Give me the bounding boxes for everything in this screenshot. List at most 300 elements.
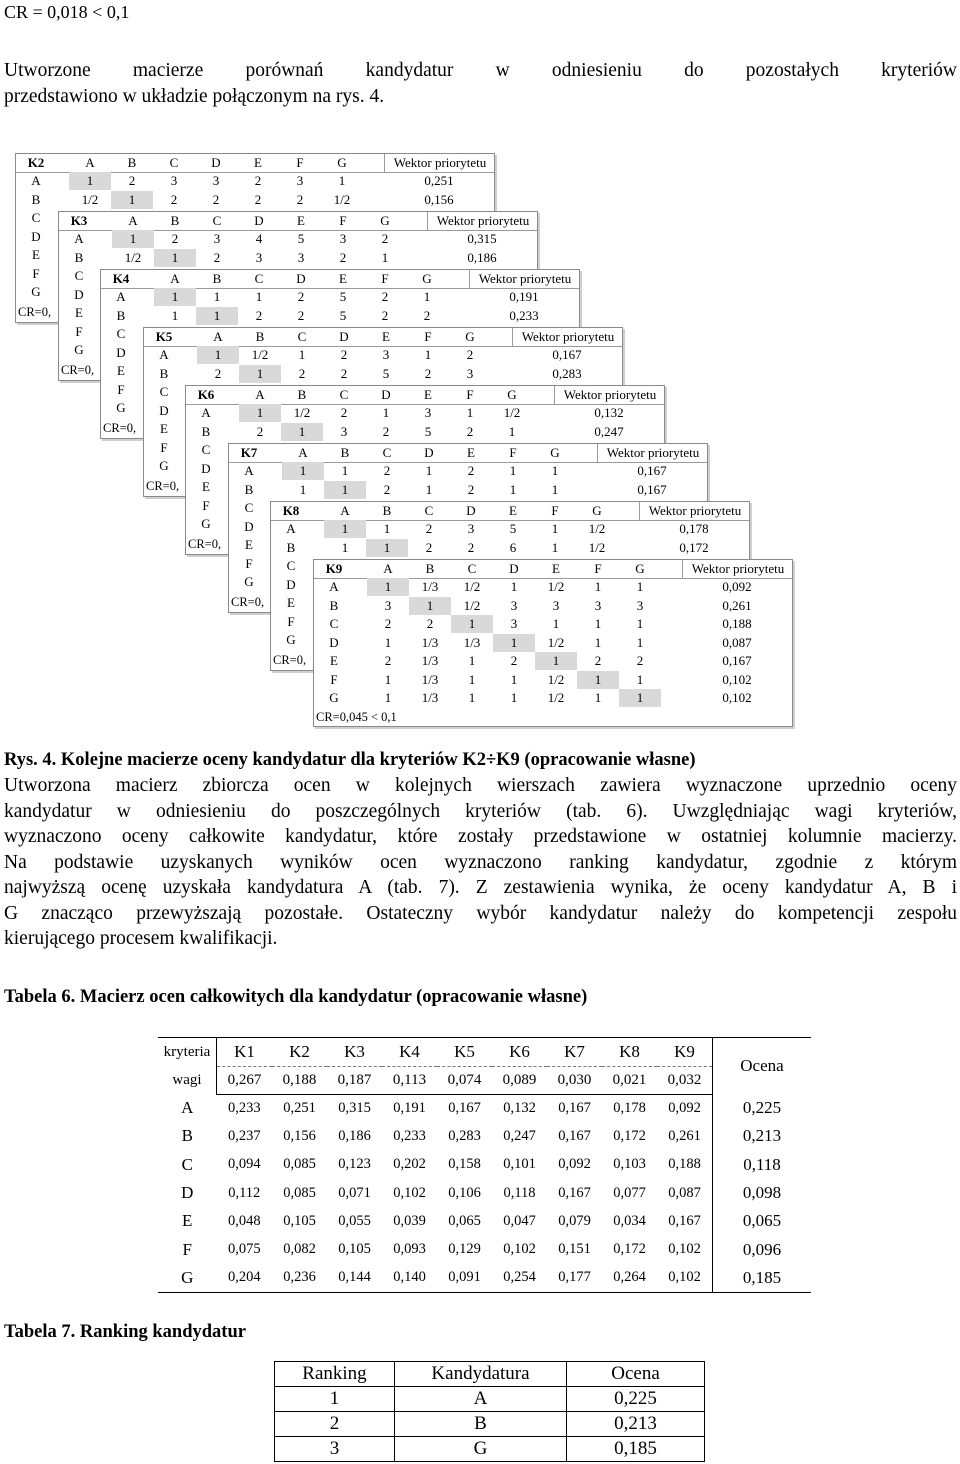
matrix-row: [271, 520, 749, 538]
matrix-vector-value: 0,191: [509, 289, 539, 304]
table6-criteria-row: [158, 1038, 811, 1067]
matrix-cell: 1: [154, 288, 196, 306]
matrix-row-label: E: [117, 363, 125, 378]
matrix-cell: 1: [636, 616, 644, 631]
table6-weight: 0,030: [547, 1066, 602, 1094]
table6-cell: 0,167: [558, 1099, 591, 1116]
matrix-vector-value: 0,167: [637, 481, 667, 497]
table6-cell: 0,077: [613, 1184, 646, 1201]
matrix-row: [314, 597, 792, 615]
matrix-cell: 3: [466, 365, 474, 381]
matrix-row-label: A: [244, 463, 254, 478]
matrix-cell: 2: [425, 539, 433, 555]
matrix-cr: CR=0,: [61, 362, 95, 377]
matrix-cell: 2: [425, 521, 433, 536]
matrix-col-header: F: [296, 155, 304, 170]
matrix-row-label: C: [159, 384, 169, 399]
matrix-label: K3: [70, 213, 88, 228]
table6-cell: 0,315: [338, 1099, 371, 1116]
table6-row: [158, 1122, 811, 1150]
matrix-row-label: E: [330, 653, 338, 668]
matrix-cell: 2: [296, 191, 304, 207]
matrix-col-header: A: [128, 213, 138, 228]
matrix-cell: 1/3: [421, 671, 439, 687]
table6-ocena-header: Ocena: [713, 1038, 812, 1095]
matrix-vector-value: 0,247: [594, 423, 624, 439]
table6-criterion: K6: [492, 1038, 547, 1067]
table6-cell: 0,092: [668, 1099, 701, 1116]
matrix-cell: 2: [383, 463, 391, 478]
matrix-cell: 2: [467, 463, 475, 478]
matrix-cell: 2: [384, 653, 392, 668]
table6-cell: 0,140: [382, 1264, 437, 1293]
matrix-label: K7: [240, 445, 258, 460]
body-line-3: wyznaczono oceny całkowite kandydatur, które zostały przedstawione w ostatniej kolumnie macierzy.: [4, 826, 957, 847]
matrix-col-header: D: [381, 387, 391, 402]
matrix-row: [314, 634, 792, 652]
matrix-cr: CR=0,045 < 0,1: [316, 709, 397, 724]
table6-cell: 0,283: [448, 1127, 481, 1144]
matrix-cell: 1/2: [293, 405, 311, 420]
matrix-col-header: B: [127, 155, 137, 170]
table6-cell: 0,204: [217, 1264, 273, 1293]
table6-cell: 0,167: [558, 1184, 591, 1201]
matrix-cell: 1: [171, 307, 179, 323]
table7-cell: G: [395, 1437, 567, 1462]
table6-cell: 0,172: [613, 1241, 646, 1258]
matrix-cell: 2: [212, 191, 220, 207]
table6-cell: 0,047: [503, 1212, 536, 1229]
matrix-cell: 1: [282, 462, 324, 480]
table6-cell: 0,079: [558, 1212, 591, 1229]
table7: [274, 1361, 705, 1462]
matrix-col-header: C: [297, 329, 307, 344]
matrix-cell: 3: [552, 597, 560, 613]
matrix-cell: 5: [339, 307, 347, 323]
matrix-col-header: G: [507, 387, 517, 402]
table6-cell: 0,034: [613, 1212, 646, 1229]
matrix-row-label: B: [31, 191, 41, 207]
matrix-cell: 1: [535, 652, 577, 670]
table6-row: [158, 1207, 811, 1235]
matrix-cell: 2: [297, 289, 305, 304]
matrix-cell: 3: [339, 231, 347, 246]
matrix-cell: 2: [636, 653, 644, 668]
matrix-cell: 3: [384, 597, 392, 613]
table6-criterion: K1: [217, 1038, 273, 1067]
matrix-label: K8: [282, 503, 300, 518]
matrix-cell: 1: [551, 521, 559, 536]
matrix-col-header: D: [509, 561, 519, 576]
matrix-cell: 1/2: [124, 249, 142, 265]
matrix-col-header: G: [635, 561, 645, 576]
matrix-row-label: G: [116, 400, 126, 415]
matrix-vector-value: 0,102: [722, 671, 752, 687]
matrix-cell: 1: [382, 405, 390, 420]
table6-cell: 0,233: [227, 1099, 261, 1116]
table7-cell: A: [395, 1387, 567, 1412]
table7-header-row: [275, 1362, 705, 1387]
table6-cell: 0,237: [227, 1127, 261, 1144]
table6-cell: 0,085: [283, 1184, 316, 1201]
table6-cell: 0,102: [393, 1184, 426, 1201]
table6-cell: 0,167: [668, 1212, 701, 1229]
matrix-cell: 1: [468, 653, 476, 668]
matrix-cell: 1: [384, 671, 392, 687]
table7-header-cell: Ranking: [275, 1362, 395, 1387]
matrix-cell: 1: [423, 289, 431, 304]
matrix-cell: 1/2: [588, 521, 606, 536]
matrix-cell: 2: [426, 616, 434, 631]
table6-weight: 0,267: [217, 1066, 273, 1094]
matrix-col-header: C: [254, 271, 264, 286]
table6-cell: 0,236: [272, 1264, 327, 1293]
matrix-row-label: B: [74, 249, 84, 265]
table6-cell: 0,188: [668, 1156, 701, 1173]
matrix-cell: 2: [384, 616, 392, 631]
matrix-row-label: C: [116, 326, 126, 341]
table6-cell: 0,102: [668, 1241, 701, 1258]
matrix-row-label: E: [32, 247, 40, 262]
matrix-cell: 3: [510, 597, 518, 613]
matrix-cell: 2: [213, 249, 221, 265]
matrix-row-label: D: [74, 286, 84, 302]
table7-cell: 0,225: [567, 1387, 705, 1412]
matrix-cr: CR=0,: [273, 652, 307, 667]
matrix-cell: 1: [636, 634, 644, 650]
matrix-cell: 2: [467, 539, 475, 555]
matrix-cell: 1: [508, 423, 516, 439]
matrix-row-label: C: [74, 268, 84, 283]
matrix-col-header: E: [509, 503, 517, 518]
table6-weight: 0,187: [327, 1066, 382, 1094]
table6-ocena-cell: 0,213: [713, 1122, 812, 1150]
table6-cell: 0,144: [327, 1264, 382, 1293]
matrix-col-header: F: [339, 213, 347, 228]
matrix-cell: 1: [197, 346, 239, 364]
matrix-row-label: D: [201, 460, 211, 476]
table6-cell: 0,071: [338, 1184, 371, 1201]
matrix-row-label: C: [329, 616, 339, 631]
table6-cell: 0,172: [613, 1127, 646, 1144]
matrix-row-label: G: [31, 284, 41, 299]
body-line-7: kierującego procesem kwalifikacji.: [4, 928, 278, 949]
matrix-cell: 2: [424, 365, 432, 381]
intro-line-2: przedstawiono w układzie połączonym na rys. 4.: [4, 85, 385, 107]
matrix-col-header: C: [382, 445, 392, 460]
matrix-col-header: F: [551, 503, 559, 518]
table6-row-label: F: [182, 1239, 192, 1259]
table6-criterion: K7: [547, 1038, 602, 1067]
matrix-row-label: G: [74, 342, 84, 357]
matrix-cell: 1: [281, 423, 323, 441]
matrix-cell: 5: [509, 521, 517, 536]
matrix-cell: 1: [468, 690, 476, 705]
table6-weight: 0,113: [382, 1066, 437, 1094]
table6-cell: 0,132: [503, 1099, 536, 1116]
matrix-cell: 1: [112, 230, 154, 248]
table6-ocena-cell: 0,225: [713, 1094, 812, 1122]
table6-cell: 0,102: [657, 1264, 713, 1293]
table7-header-cell: Ocena: [567, 1362, 705, 1387]
table7-caption: Tabela 7. Ranking kandydatur: [4, 1322, 246, 1342]
matrix-cell: 1/2: [333, 191, 351, 207]
matrix-col-header: C: [339, 387, 349, 402]
matrix-row-label: F: [202, 497, 210, 513]
matrix-cell: 3: [213, 231, 221, 246]
matrix-col-header: A: [85, 155, 95, 170]
matrix-col-header: E: [339, 271, 347, 286]
matrix-row-label: F: [245, 555, 253, 571]
matrix-cell: 1: [619, 689, 661, 707]
table7-row: [275, 1387, 705, 1412]
matrix-vector-value: 0,251: [424, 173, 454, 188]
matrix-row-label: F: [117, 381, 125, 397]
matrix-col-header: G: [592, 503, 602, 518]
matrix-cell: 5: [424, 423, 432, 439]
table6-ocena-cell: 0,185: [713, 1264, 812, 1293]
table6-row: [158, 1094, 811, 1122]
table6-row: [158, 1264, 811, 1293]
matrix-row-label: F: [75, 323, 83, 339]
matrix-col-header: F: [381, 271, 389, 286]
matrix-row: [59, 230, 537, 248]
matrix-vector-value: 0,178: [679, 521, 709, 536]
matrix-row-label: B: [286, 539, 296, 555]
matrix-cell: 1: [510, 690, 518, 705]
matrix-col-header: A: [383, 561, 393, 576]
table6-cell: 0,065: [448, 1212, 481, 1229]
matrix-col-header: D: [466, 503, 476, 518]
table6-kryteria-label: kryteria: [158, 1038, 217, 1067]
matrix-vector-header: Wektor priorytetu: [384, 154, 495, 172]
matrix-cell: 1/2: [463, 579, 481, 594]
table6-cell: 0,118: [503, 1184, 536, 1201]
table6-row-label: G: [158, 1264, 217, 1293]
matrix-col-header: C: [212, 213, 222, 228]
matrix-row: [101, 288, 579, 306]
matrix-row-label: D: [244, 518, 254, 534]
matrix-cell: 1: [510, 579, 518, 594]
matrix-row-label: D: [286, 576, 296, 592]
matrix-header-row: [59, 212, 537, 231]
matrix-cell: 1: [468, 671, 476, 687]
table6-cell: 0,101: [503, 1156, 536, 1173]
matrix-cell: 1/3: [421, 634, 439, 650]
matrix-header-row: [186, 386, 664, 405]
table6-cell: 0,091: [437, 1264, 492, 1293]
table6-row: [158, 1151, 811, 1179]
matrix-vector-value: 0,102: [722, 690, 752, 705]
matrix-row-label: F: [330, 671, 338, 687]
table7-row: [275, 1437, 705, 1462]
matrix-col-header: A: [170, 271, 180, 286]
matrix-cell: 1: [255, 289, 263, 304]
matrix-row: [59, 249, 537, 267]
table6-cell: 0,264: [602, 1264, 657, 1293]
table6-row-label: B: [181, 1126, 193, 1146]
table6-cell: 0,112: [228, 1184, 261, 1201]
matrix-col-header: B: [255, 329, 265, 344]
matrix-row-label: B: [244, 481, 254, 497]
body-line-6: G znacząco przewyższają pozostałe. Ostateczny wybór kandydatur należy do kompetencji zespołu: [4, 902, 957, 924]
matrix-cell: 1: [384, 634, 392, 650]
table7-cell: 2: [275, 1412, 395, 1437]
matrix-cell: 1/2: [547, 579, 565, 594]
matrix-vector-value: 0,172: [679, 539, 709, 555]
matrix-cell: 1: [509, 463, 517, 478]
table6-weight: 0,021: [602, 1066, 657, 1094]
intro-paragraph: [4, 58, 957, 109]
matrix-cell: 1/2: [81, 191, 99, 207]
table6-cell: 0,092: [558, 1156, 591, 1173]
matrix-row: [314, 615, 792, 633]
matrix-row-label: G: [329, 690, 339, 705]
matrix-label: K9: [325, 561, 343, 576]
matrix-cell: 1: [324, 481, 366, 499]
matrix-col-header: D: [211, 155, 221, 170]
table6-criterion: K4: [382, 1038, 437, 1067]
table6-ocena-cell: 0,098: [713, 1179, 812, 1207]
table6-cell: 0,191: [393, 1099, 426, 1116]
matrix-cell: 1: [636, 671, 644, 687]
matrix-cell: 2: [255, 307, 263, 323]
matrix-cell: 1: [594, 616, 602, 631]
table6-cell: 0,177: [547, 1264, 602, 1293]
matrix-cell: 1: [196, 307, 238, 325]
matrix-row: [314, 652, 792, 670]
matrix-cell: 2: [214, 365, 222, 381]
matrix-cell: 1: [367, 578, 409, 596]
matrix-cell: 1: [111, 191, 153, 209]
matrix-cell: 5: [339, 289, 347, 304]
matrix-row-label: G: [244, 574, 254, 589]
table6-cell: 0,233: [393, 1127, 426, 1144]
matrix-col-header: G: [550, 445, 560, 460]
matrix-row-label: D: [329, 634, 339, 650]
matrix-row-label: B: [116, 307, 126, 323]
table6-criterion: K9: [657, 1038, 713, 1067]
table6-cell: 0,167: [558, 1127, 591, 1144]
matrix-cell: 1: [594, 579, 602, 594]
matrix-cell: 1: [154, 249, 196, 267]
matrix-cell: 1: [594, 690, 602, 705]
body-line-5: najwyższą ocenę uzyskała kandydatura A (tab. 7). Z zestawienia wynika, że oceny kandydatur A, B i: [4, 877, 957, 898]
matrix-row-label: A: [159, 347, 169, 362]
matrix-row-label: A: [329, 579, 339, 594]
table7-cell: 0,213: [567, 1412, 705, 1437]
body-line-2: kandydatur w odniesieniu do poszczególnych kryteriów (tab. 6). Uwzględniając wagi kryteriów,: [4, 800, 957, 822]
matrix-vector-header: Wektor priorytetu: [682, 560, 793, 578]
table6-cell: 0,082: [283, 1241, 316, 1258]
matrix-cell: 2: [339, 249, 347, 265]
table6-weight: 0,032: [657, 1066, 713, 1094]
table6-cell: 0,158: [448, 1156, 481, 1173]
matrix-cell: 3: [297, 249, 305, 265]
matrix-row-label: A: [31, 173, 41, 188]
table6-weight: 0,074: [437, 1066, 492, 1094]
matrix-row-label: A: [286, 521, 296, 536]
matrix-cell: 2: [383, 481, 391, 497]
matrix-row-label: C: [244, 500, 254, 515]
matrix-row: [16, 191, 494, 209]
table6-cell: 0,151: [558, 1241, 591, 1258]
matrix-cr: CR=0,: [188, 536, 222, 551]
table7-cell: 0,185: [567, 1437, 705, 1462]
matrix-col-header: E: [254, 155, 262, 170]
matrix-row-label: D: [31, 228, 41, 244]
matrix-col-header: G: [422, 271, 432, 286]
table6-row-label: A: [181, 1098, 194, 1118]
table6-row-label: E: [182, 1211, 193, 1231]
matrix-cell: 2: [467, 481, 475, 497]
matrix-label: K4: [112, 271, 130, 286]
matrix-cell: 2: [423, 307, 431, 323]
matrix-vector-header: Wektor priorytetu: [554, 386, 665, 404]
matrix-cell: 3: [340, 423, 348, 439]
table6-cell: 0,251: [283, 1099, 316, 1116]
matrix-cell: 1: [552, 616, 560, 631]
matrix-header-row: [314, 560, 792, 579]
matrix-cell: 2: [297, 307, 305, 323]
matrix-cell: 3: [170, 173, 178, 188]
body-paragraph: [4, 773, 957, 952]
table6-cell: 0,105: [283, 1212, 316, 1229]
matrix-row: [16, 172, 494, 190]
matrix-header-row: [144, 328, 622, 347]
matrix-vector-value: 0,167: [637, 463, 667, 478]
matrix-cell: 1/2: [251, 347, 269, 362]
matrix-cell: 1/2: [463, 597, 481, 613]
matrix-col-header: A: [213, 329, 223, 344]
matrix-vector-value: 0,315: [467, 231, 497, 246]
matrix-cell: 1: [425, 463, 433, 478]
matrix-row-label: E: [160, 421, 168, 436]
body-line-4: Na podstawie uzyskanych wyników ocen wyznaczono ranking kandydatur, zgodnie z którym: [4, 851, 957, 873]
matrix-vector-value: 0,188: [722, 616, 752, 631]
table6-cell: 0,055: [338, 1212, 371, 1229]
table6-cell: 0,123: [338, 1156, 371, 1173]
matrix-vector-value: 0,087: [722, 634, 752, 650]
table6-ocena-cell: 0,096: [713, 1235, 812, 1263]
matrix-row: [314, 671, 792, 689]
matrix-cell: 5: [297, 231, 305, 246]
matrix-label: K2: [27, 155, 45, 170]
matrix-col-header: C: [467, 561, 477, 576]
table6-criterion: K2: [272, 1038, 327, 1067]
matrix-col-header: G: [337, 155, 347, 170]
matrix-cell: 3: [382, 347, 390, 362]
matrix-row-label: C: [201, 442, 211, 457]
matrix-vector-value: 0,167: [722, 653, 752, 668]
matrix-cell: 2: [256, 423, 264, 439]
table7-header-cell: Kandydatura: [395, 1362, 567, 1387]
matrix-col-header: G: [465, 329, 475, 344]
matrix-col-header: D: [254, 213, 264, 228]
matrix-row: [186, 423, 664, 441]
matrix-col-header: E: [382, 329, 390, 344]
matrix-row-label: F: [160, 439, 168, 455]
matrix-row: [229, 462, 707, 480]
matrix-cell: 2: [340, 347, 348, 362]
matrix-row: [186, 404, 664, 422]
matrix-col-header: D: [424, 445, 434, 460]
matrix-col-header: F: [509, 445, 517, 460]
matrix-cell: 1: [381, 249, 389, 265]
matrix-cell: 1: [451, 615, 493, 633]
matrix-cell: 1/2: [503, 405, 521, 420]
matrix-row: [101, 307, 579, 325]
